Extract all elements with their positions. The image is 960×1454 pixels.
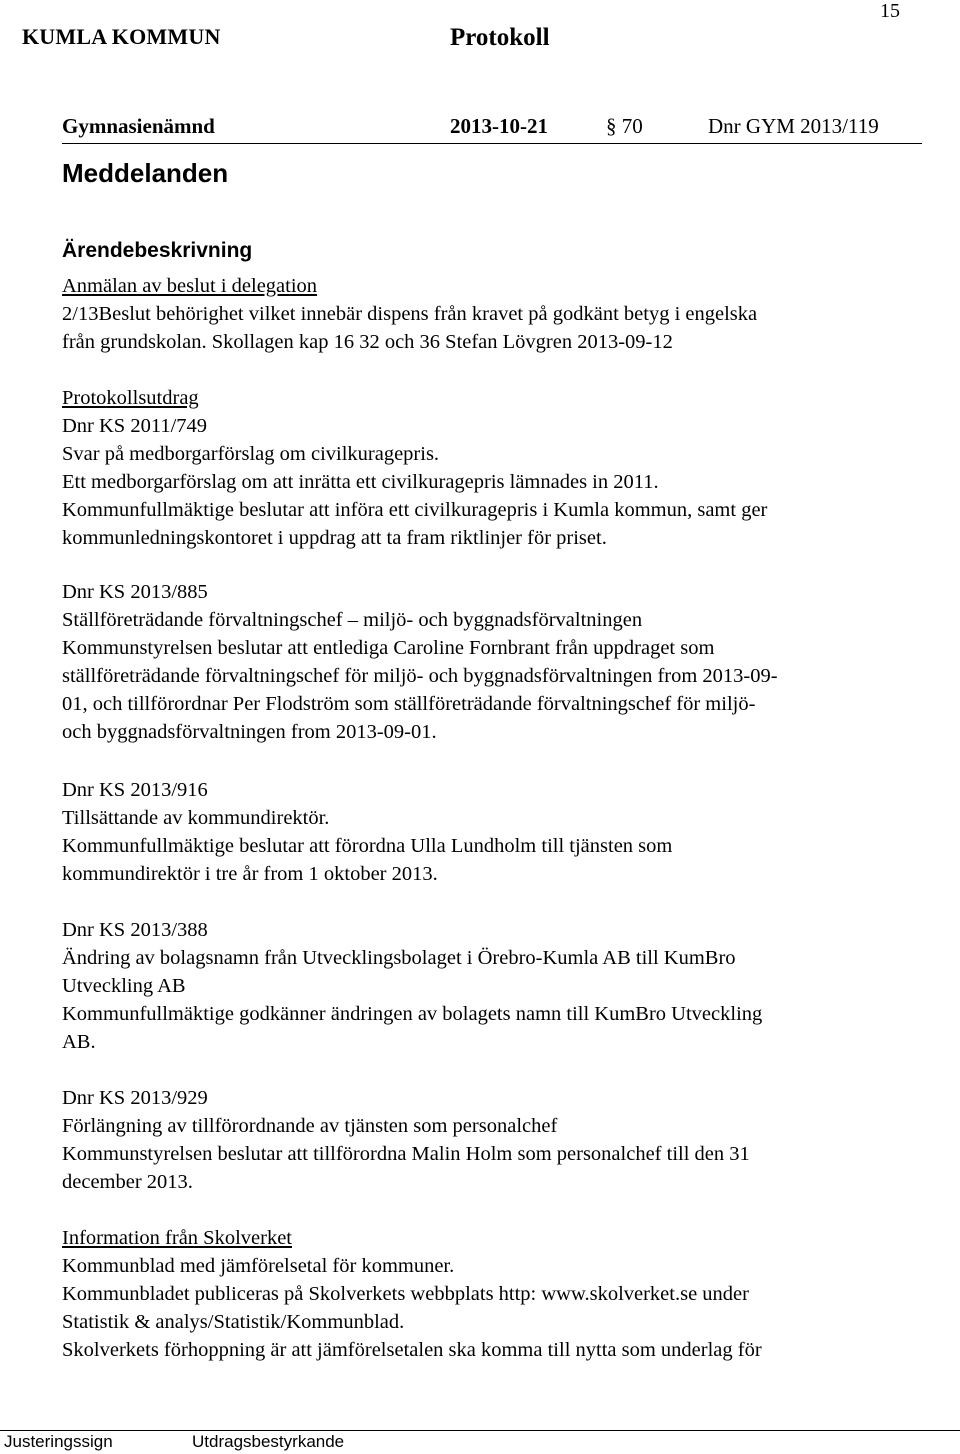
block-line: AB. bbox=[62, 1031, 96, 1053]
paragraph-number: 70 bbox=[621, 114, 643, 138]
block-line: Kommunfullmäktige beslutar att förordna Ulla Lundholm till tjänsten som bbox=[62, 835, 673, 857]
header-rule bbox=[62, 143, 922, 144]
block-line: Kommunfullmäktige beslutar att införa ett civilkuragepris i Kumla kommun, samt ger bbox=[62, 499, 768, 521]
block-line: Statistik & analys/Statistik/Kommunblad. bbox=[62, 1311, 405, 1333]
block-line: Kommunblad med jämförelsetal för kommuner. bbox=[62, 1255, 455, 1277]
block-line: Skolverkets förhoppning är att jämförelsetalen ska komma till nytta som underlag för bbox=[62, 1339, 762, 1361]
block-line: kommundirektör i tre år from 1 oktober 2013. bbox=[62, 863, 438, 885]
meeting-committee: Gymnasienämnd bbox=[62, 114, 215, 138]
block-line: Svar på medborgarförslag om civilkuragepris. bbox=[62, 443, 440, 465]
block-line: och byggnadsförvaltningen from 2013-09-01. bbox=[62, 721, 437, 743]
block-protokollsutdrag bbox=[62, 384, 932, 552]
block-line: december 2013. bbox=[62, 1171, 193, 1193]
footer-utdragsbestyrkande: Utdragsbestyrkande bbox=[192, 1432, 345, 1451]
organization-name: KUMLA KOMMUN bbox=[22, 24, 221, 49]
block-ks-2013-929 bbox=[62, 1084, 932, 1196]
block-ks-2013-885 bbox=[62, 578, 932, 746]
block-line: Tillsättande av kommundirektör. bbox=[62, 807, 330, 829]
block-line: Dnr KS 2013/929 bbox=[62, 1087, 208, 1109]
block-line: Förlängning av tillförordnande av tjänsten som personalchef bbox=[62, 1115, 558, 1137]
subheading: Ärendebeskrivning bbox=[62, 239, 253, 262]
block-skolverket bbox=[62, 1224, 932, 1364]
block-line: från grundskolan. Skollagen kap 16 32 och 36 Stefan Lövgren 2013-09-12 bbox=[62, 331, 673, 353]
block-line: Utveckling AB bbox=[62, 975, 186, 997]
footer-rule bbox=[0, 1430, 960, 1431]
block-line: Ändring av bolagsnamn från Utvecklingsbolaget i Örebro-Kumla AB till KumBro bbox=[62, 947, 736, 969]
block-heading: Information från Skolverket bbox=[62, 1227, 292, 1249]
block-line: 01, och tillförordnar Per Flodström som ställföreträdande förvaltningschef för miljö- bbox=[62, 693, 756, 715]
block-line: Ställföreträdande förvaltningschef – miljö- och byggnadsförvaltningen bbox=[62, 609, 643, 631]
block-line: Dnr KS 2013/885 bbox=[62, 581, 208, 603]
block-line: Kommunstyrelsen beslutar att tillförordna Malin Holm som personalchef till den 31 bbox=[62, 1143, 750, 1165]
block-line: Kommunfullmäktige godkänner ändringen av bolagets namn till KumBro Utveckling bbox=[62, 1003, 763, 1025]
meeting-paragraph bbox=[606, 114, 643, 139]
block-line: Dnr KS 2013/388 bbox=[62, 919, 208, 941]
block-line: Dnr KS 2011/749 bbox=[62, 415, 208, 437]
meeting-dnr: Dnr GYM 2013/119 bbox=[708, 114, 879, 138]
section-title: Meddelanden bbox=[62, 158, 229, 188]
block-line: 2/13Beslut behörighet vilket innebär dispens från kravet på godkänt betyg i engelska bbox=[62, 303, 758, 325]
meeting-date: 2013-10-21 bbox=[450, 114, 548, 138]
block-heading: Anmälan av beslut i delegation bbox=[62, 275, 318, 297]
block-heading: Protokollsutdrag bbox=[62, 387, 199, 409]
block-line: ställföreträdande förvaltningschef för miljö- och byggnadsförvaltningen from 2013-09- bbox=[62, 665, 778, 687]
document-type: Protokoll bbox=[450, 24, 550, 51]
block-line: kommunledningskontoret i uppdrag att ta fram riktlinjer för priset. bbox=[62, 527, 607, 549]
block-ks-2013-388 bbox=[62, 916, 932, 1056]
paragraph-sign: § bbox=[606, 114, 622, 138]
footer-justeringssign: Justeringssign bbox=[4, 1432, 113, 1451]
block-line: Ett medborgarförslag om att inrätta ett civilkuragepris lämnades in 2011. bbox=[62, 471, 659, 493]
block-ks-2013-916 bbox=[62, 776, 932, 888]
block-delegation bbox=[62, 272, 932, 356]
block-line: Kommunstyrelsen beslutar att entlediga Caroline Fornbrant från uppdraget som bbox=[62, 637, 715, 659]
page-number: 15 bbox=[880, 0, 900, 22]
block-line: Kommunbladet publiceras på Skolverkets webbplats http: www.skolverket.se under bbox=[62, 1283, 749, 1305]
block-line: Dnr KS 2013/916 bbox=[62, 779, 208, 801]
